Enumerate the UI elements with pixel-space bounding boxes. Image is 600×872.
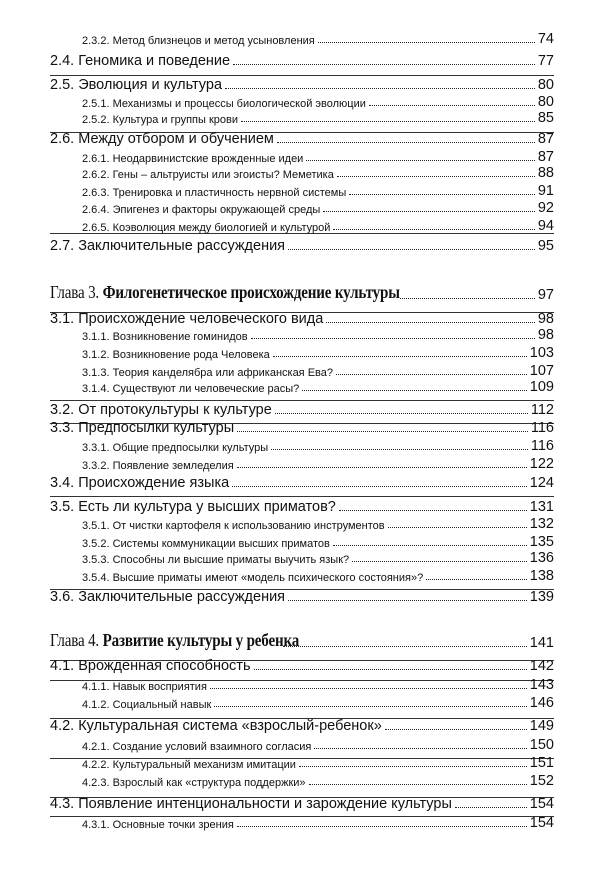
page-number: 95: [537, 238, 554, 254]
toc-section[interactable]: [50, 497, 554, 515]
entry-title: 2.3.2. Метод близнецов и метод усыновления: [82, 35, 315, 47]
entry-title: 3.3.1. Общие предпосылки культуры: [82, 442, 269, 454]
chapter-title: Филогенетическое происхождение культуры: [102, 282, 400, 302]
dot-leader: [339, 510, 527, 511]
toc-section[interactable]: [50, 236, 554, 254]
page-number: 85: [537, 110, 554, 126]
page-number: 97: [537, 287, 554, 303]
page-number: 154: [529, 815, 554, 831]
toc-subsection[interactable]: [82, 815, 554, 831]
dot-leader: [225, 88, 535, 89]
dot-leader: [333, 229, 534, 230]
entry-title: 2.7. Заключительные рассуждения: [50, 238, 286, 254]
page-number: 74: [537, 31, 554, 47]
page-number: 146: [529, 695, 554, 711]
entry-title: 3.4. Происхождение языка: [50, 475, 230, 491]
dot-leader: [299, 766, 527, 767]
entry-title: 4.3. Появление интенциональности и зарождение культуры: [50, 796, 452, 812]
toc-subsection[interactable]: [82, 456, 554, 472]
dot-leader: [309, 784, 527, 785]
entry-title: 3.5.1. От чистки картофеля к использованию инструментов: [82, 520, 385, 532]
entry-title: 3.1.1. Возникновение гоминидов: [82, 331, 248, 343]
toc-subsection[interactable]: [82, 165, 554, 181]
dot-leader: [400, 298, 535, 299]
toc-subsection[interactable]: [82, 327, 554, 343]
toc-section[interactable]: [50, 794, 554, 812]
toc-subsection[interactable]: [82, 379, 554, 395]
dot-leader: [237, 431, 528, 432]
page-number: 143: [529, 677, 554, 693]
page-number: 150: [529, 737, 554, 753]
dot-leader: [283, 646, 527, 647]
toc-section[interactable]: [50, 716, 554, 734]
page-number: 151: [529, 755, 554, 771]
toc-subsection[interactable]: [82, 695, 554, 711]
entry-title: 2.4. Геномика и поведение: [50, 53, 231, 69]
page-number: 103: [529, 345, 554, 361]
toc-section[interactable]: [50, 129, 554, 147]
toc-subsection[interactable]: [82, 149, 554, 165]
entry-title: 4.1.2. Социальный навык: [82, 699, 212, 711]
dot-leader: [288, 249, 535, 250]
toc-subsection[interactable]: [82, 773, 554, 789]
entry-title: 2.6. Между отбором и обучением: [50, 131, 274, 147]
dot-leader: [237, 826, 527, 827]
dot-leader: [385, 729, 527, 730]
toc-subsection[interactable]: [82, 31, 554, 47]
toc-subsection[interactable]: [82, 94, 554, 110]
page-number: 98: [537, 327, 554, 343]
chapter-label: Глава 4.: [50, 630, 100, 650]
page-number: 116: [530, 420, 554, 436]
chapter-heading: [50, 630, 299, 651]
dot-leader: [214, 706, 527, 707]
dot-leader: [306, 160, 535, 161]
page-number: 138: [529, 568, 554, 584]
dot-leader: [323, 211, 535, 212]
toc-subsection[interactable]: [82, 183, 554, 199]
toc-subsection[interactable]: [82, 438, 554, 454]
toc-section[interactable]: [50, 587, 554, 605]
entry-title: 2.6.2. Гены – альтруисты или эгоисты? Меметика: [82, 169, 334, 181]
page-number: 77: [537, 53, 554, 69]
page-number: 141: [529, 635, 554, 651]
entry-title: 2.5.1. Механизмы и процессы биологической эволюции: [82, 98, 366, 110]
dot-leader: [314, 748, 526, 749]
toc-chapter[interactable]: [50, 281, 554, 303]
page-number: 152: [529, 773, 554, 789]
page-number: 87: [537, 131, 554, 147]
dot-leader: [426, 579, 527, 580]
dot-leader: [336, 374, 527, 375]
page-number: 109: [529, 379, 554, 395]
entry-title: 3.3.2. Появление земледелия: [82, 460, 234, 472]
dot-leader: [337, 176, 535, 177]
page-number: 112: [530, 402, 554, 418]
entry-title: 4.2.3. Взрослый как «структура поддержки»: [82, 777, 306, 789]
page-number: 124: [529, 475, 554, 491]
page-number: 80: [537, 94, 554, 110]
entry-title: 2.5.2. Культура и группы крови: [82, 114, 238, 126]
toc-section[interactable]: [50, 51, 554, 69]
dot-leader: [254, 669, 527, 670]
entry-title: 3.5.2. Системы коммуникации высших приматов: [82, 538, 330, 550]
dot-leader: [288, 600, 527, 601]
page-number: 132: [529, 516, 554, 532]
chapter-heading: [50, 282, 400, 303]
page-number: 94: [537, 218, 554, 234]
toc-section[interactable]: [50, 418, 554, 436]
page-number: 149: [529, 718, 554, 734]
dot-leader: [237, 467, 527, 468]
dot-leader: [302, 390, 527, 391]
page-number: 135: [529, 534, 554, 550]
page-number: 98: [537, 311, 554, 327]
page-number: 91: [537, 183, 554, 199]
entry-title: 2.5. Эволюция и культура: [50, 77, 223, 93]
page-number: 139: [529, 589, 554, 605]
entry-title: 3.6. Заключительные рассуждения: [50, 589, 286, 605]
toc-section[interactable]: [50, 656, 554, 674]
entry-title: 3.5. Есть ли культура у высших приматов?: [50, 499, 336, 515]
dot-leader: [232, 486, 527, 487]
dot-leader: [275, 413, 528, 414]
chapter-title: Развитие культуры у ребенка: [102, 630, 300, 650]
dot-leader: [277, 142, 535, 143]
dot-leader: [455, 807, 527, 808]
page-number: 80: [537, 77, 554, 93]
page-number: 92: [537, 200, 554, 216]
entry-title: 4.2.2. Культуральный механизм имитации: [82, 759, 296, 771]
entry-title: 3.5.3. Способны ли высшие приматы выучить язык?: [82, 554, 350, 566]
page-number: 142: [529, 658, 554, 674]
entry-title: 3.1. Происхождение человеческого вида: [50, 311, 324, 327]
dot-leader: [333, 545, 527, 546]
entry-title: 2.6.1. Неодарвинистские врожденные идеи: [82, 153, 304, 165]
entry-title: 4.1.1. Навык восприятия: [82, 681, 207, 693]
dot-leader: [388, 527, 527, 528]
dot-leader: [210, 688, 527, 689]
toc-subsection[interactable]: [82, 755, 554, 771]
dot-leader: [369, 105, 535, 106]
dot-leader: [326, 322, 535, 323]
page-number: 87: [537, 149, 554, 165]
entry-title: 3.3. Предпосылки культуры: [50, 420, 235, 436]
toc-subsection[interactable]: [82, 550, 554, 566]
entry-title: 4.3.1. Основные точки зрения: [82, 819, 234, 831]
entry-title: 3.5.4. Высшие приматы имеют «модель психического состояния»?: [82, 572, 424, 584]
dot-leader: [349, 194, 535, 195]
toc-subsection[interactable]: [82, 568, 554, 584]
toc-subsection[interactable]: [82, 345, 554, 361]
entry-title: 3.1.4. Существуют ли человеческие расы?: [82, 383, 300, 395]
toc-subsection[interactable]: [82, 677, 554, 693]
dot-leader: [241, 121, 535, 122]
chapter-label: Глава 3.: [50, 282, 100, 302]
toc-subsection[interactable]: [82, 534, 554, 550]
page-number: 122: [529, 456, 554, 472]
dot-leader: [271, 449, 528, 450]
toc-section[interactable]: [50, 75, 554, 93]
toc-section[interactable]: [50, 400, 554, 418]
entry-title: 3.1.2. Возникновение рода Человека: [82, 349, 270, 361]
page-number: 116: [530, 438, 554, 454]
page-number: 154: [529, 796, 554, 812]
dot-leader: [233, 64, 535, 65]
entry-title: 2.6.3. Тренировка и пластичность нервной системы: [82, 187, 347, 199]
toc-subsection[interactable]: [82, 218, 554, 234]
dot-leader: [273, 356, 527, 357]
toc-section[interactable]: [50, 473, 554, 491]
page-number: 107: [529, 363, 554, 379]
entry-title: 3.1.3. Теория канделябра или африканская Ева?: [82, 367, 333, 379]
dot-leader: [318, 42, 535, 43]
page-number: 88: [537, 165, 554, 181]
page-number: 136: [529, 550, 554, 566]
dot-leader: [251, 338, 535, 339]
toc-subsection[interactable]: [82, 110, 554, 126]
entry-title: 4.2.1. Создание условий взаимного согласия: [82, 741, 312, 753]
entry-title: 3.2. От протокультуры к культуре: [50, 402, 272, 418]
page-number: 131: [529, 499, 554, 515]
toc-section[interactable]: [50, 309, 554, 327]
toc-subsection[interactable]: [82, 737, 554, 753]
entry-title: 4.2. Культуральная система «взрослый-ребенок»: [50, 718, 382, 734]
toc-subsection[interactable]: [82, 200, 554, 216]
toc-chapter[interactable]: [50, 629, 554, 651]
entry-title: 2.6.5. Коэволюция между биологией и культурой: [82, 222, 331, 234]
entry-title: 4.1. Врожденная способность: [50, 658, 251, 674]
dot-leader: [352, 561, 527, 562]
entry-title: 2.6.4. Эпигенез и факторы окружающей среды: [82, 204, 321, 216]
toc-subsection[interactable]: [82, 363, 554, 379]
toc-subsection[interactable]: [82, 516, 554, 532]
